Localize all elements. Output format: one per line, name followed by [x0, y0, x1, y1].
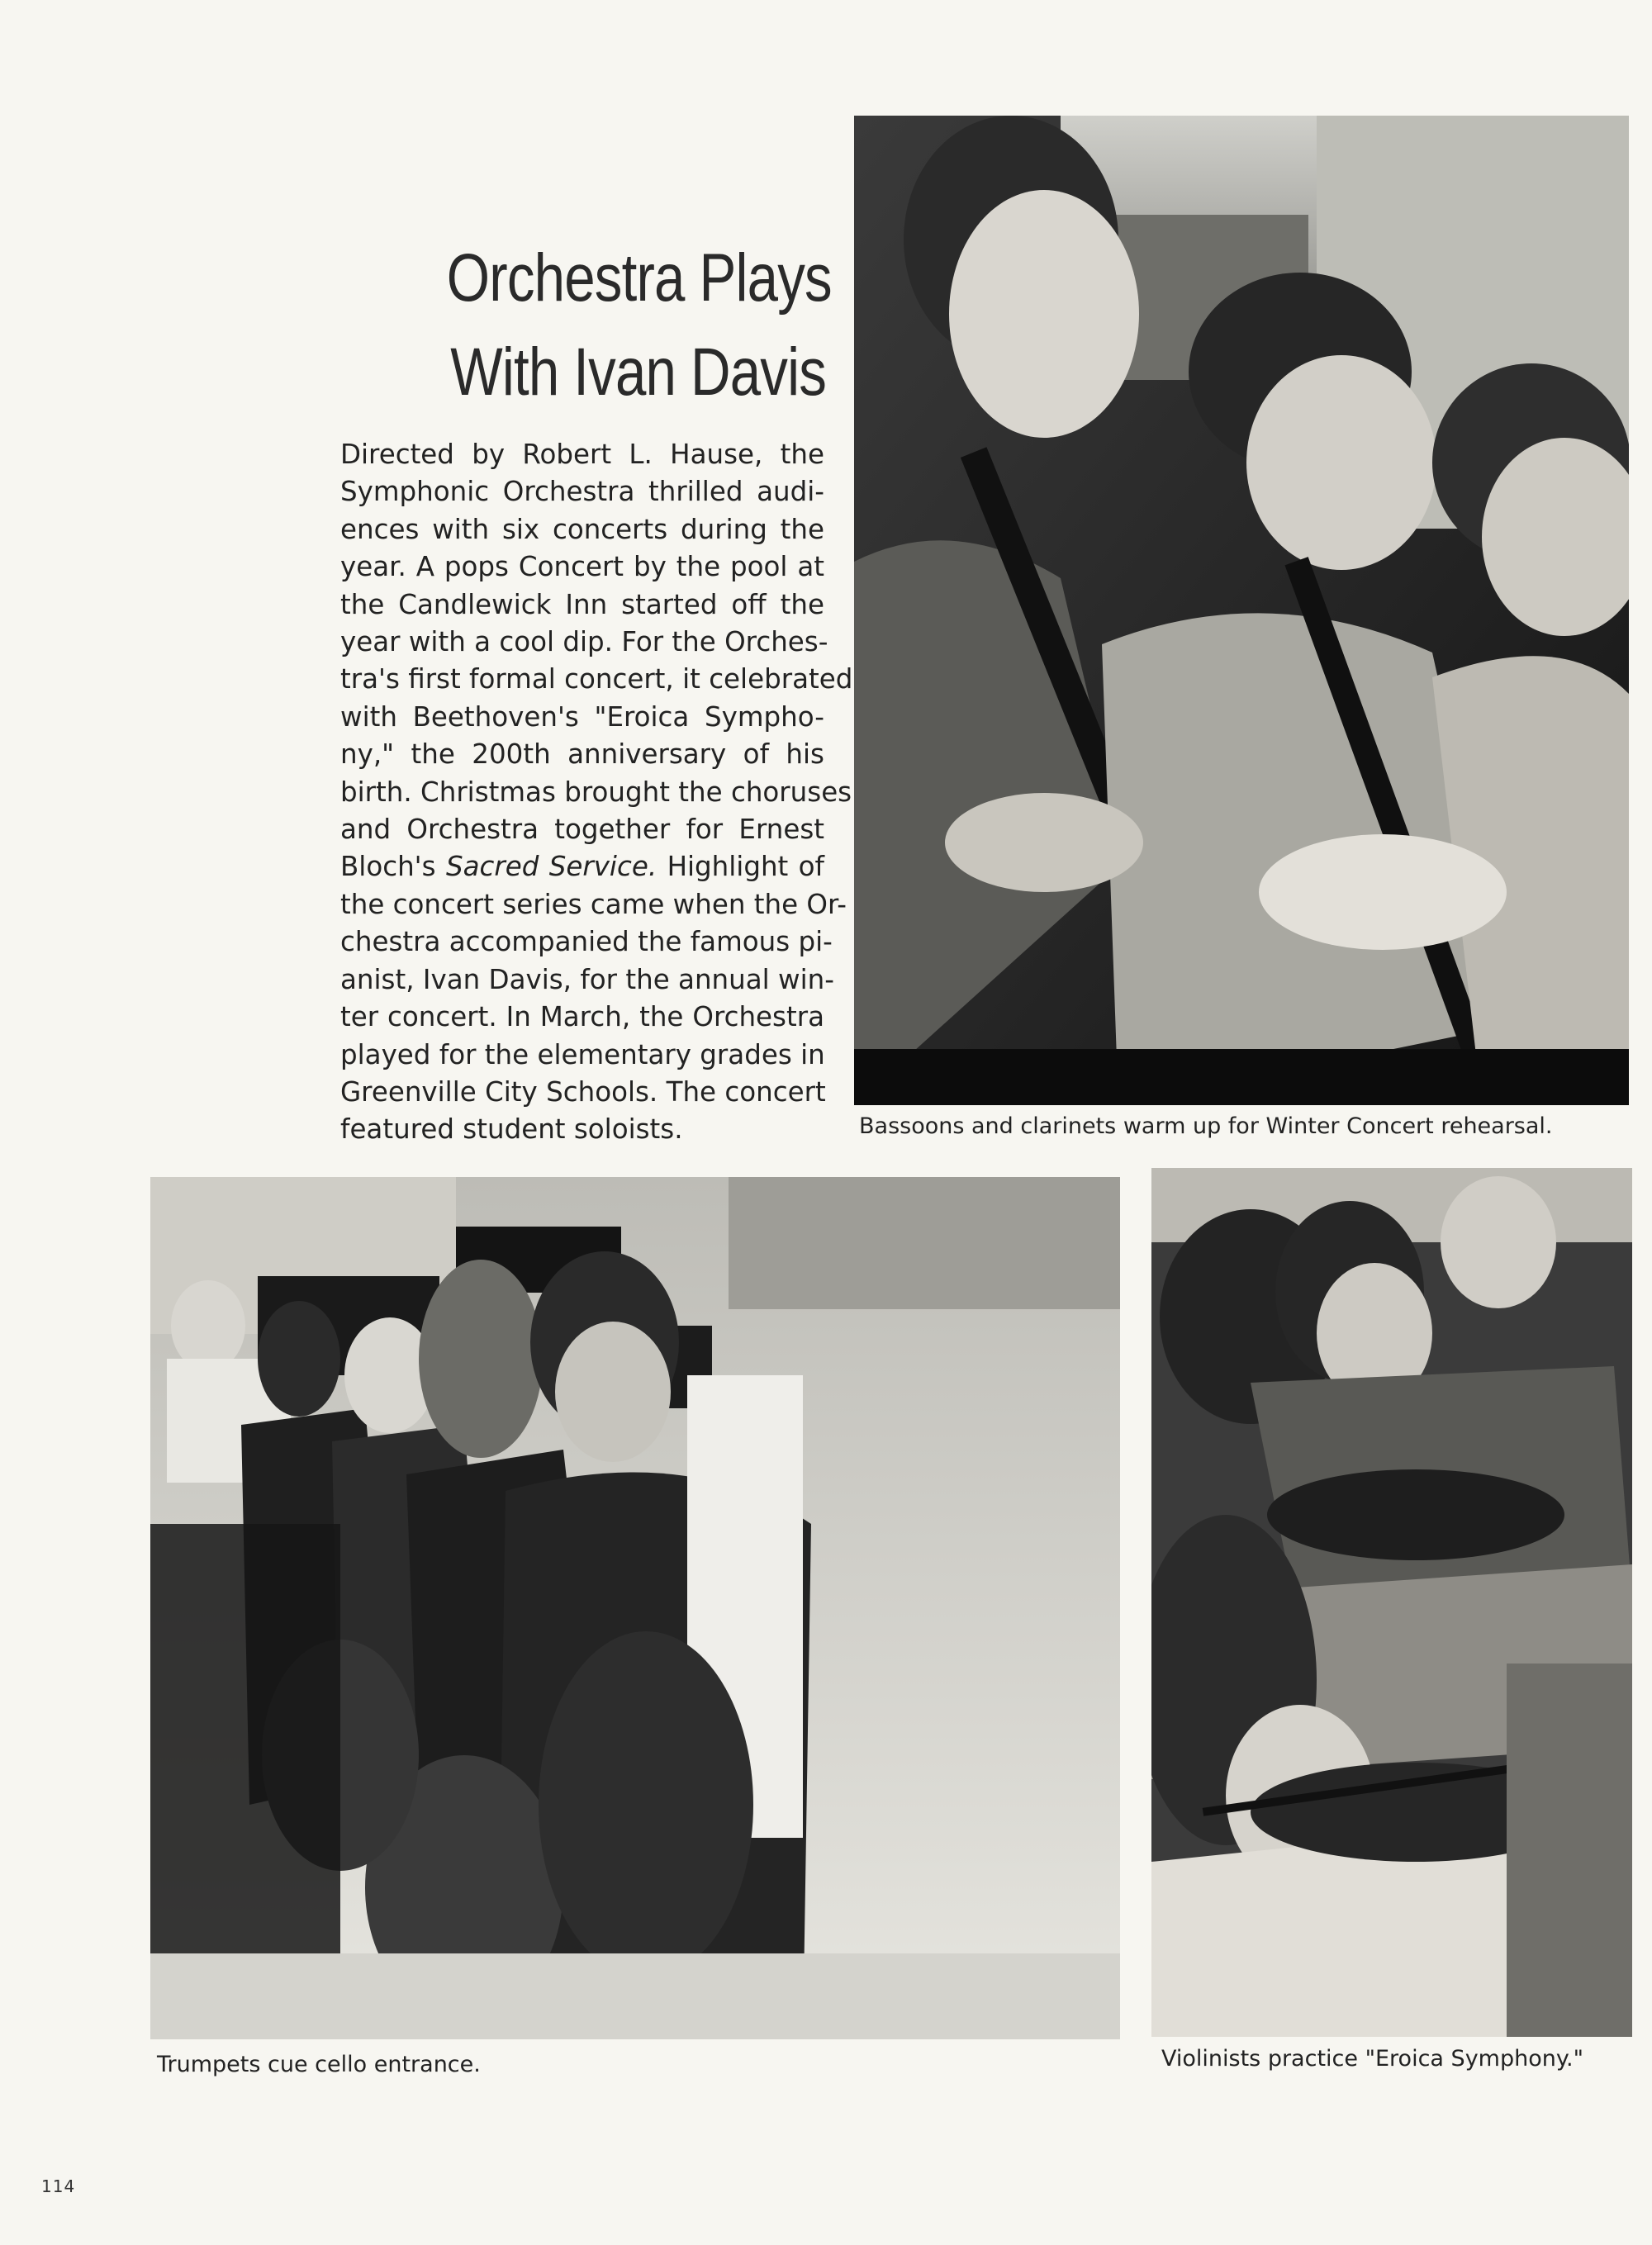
body-line: anist, Ivan Davis, for the annual win-	[340, 963, 834, 995]
body-line: tra's first formal concert, it celebrated	[340, 663, 853, 695]
winds-photo-image	[854, 116, 1629, 1105]
violins-photo	[1151, 1168, 1632, 2037]
cellos-photo-image	[150, 1177, 1120, 2039]
violins-photo-image	[1151, 1168, 1632, 2037]
body-line: with Beethoven's "Eroica Sympho-	[340, 700, 824, 733]
article-title	[446, 231, 832, 420]
body-line: year. A pops Concert by the pool at	[340, 551, 824, 583]
work-title: Sacred Service.	[445, 851, 657, 883]
body-line: Symphonic Orchestra thrilled audi-	[340, 476, 824, 508]
body-line-with-italic	[340, 848, 824, 885]
article-body	[340, 436, 853, 1149]
title-line-1: Orchestra Plays	[446, 240, 832, 316]
body-line: and Orchestra together for Ernest	[340, 814, 824, 846]
cellos-caption: Trumpets cue cello entrance.	[157, 2052, 481, 2077]
body-line: year with a cool dip. For the Orches-	[340, 626, 828, 658]
body-line: Greenville City Schools. The concert	[340, 1075, 826, 1108]
body-line: chestra accompanied the famous pi-	[340, 926, 833, 958]
body-line: featured student soloists.	[340, 1113, 683, 1146]
body-line: ences with six concerts during the	[340, 513, 824, 545]
violins-caption: Violinists practice "Eroica Symphony."	[1161, 2046, 1583, 2072]
body-line: the Candlewick Inn started off the	[340, 588, 824, 620]
title-line-2: With Ivan Davis	[450, 335, 826, 410]
body-text-run: Bloch's	[340, 851, 436, 883]
body-line: ter concert. In March, the Orchestra	[340, 1001, 824, 1033]
body-line: ny," the 200th anniversary of his	[340, 738, 824, 771]
winds-caption: Bassoons and clarinets warm up for Winter Concert rehearsal.	[859, 1113, 1553, 1139]
body-line: birth. Christmas brought the choruses	[340, 776, 852, 808]
cellos-photo	[150, 1177, 1120, 2039]
page-number: 114	[41, 2176, 76, 2196]
body-text-run: Highlight of	[667, 851, 824, 883]
body-line: played for the elementary grades in	[340, 1038, 825, 1070]
winds-photo	[854, 116, 1629, 1105]
body-line: the concert series came when the Or-	[340, 888, 847, 920]
body-line: Directed by Robert L. Hause, the	[340, 439, 824, 470]
